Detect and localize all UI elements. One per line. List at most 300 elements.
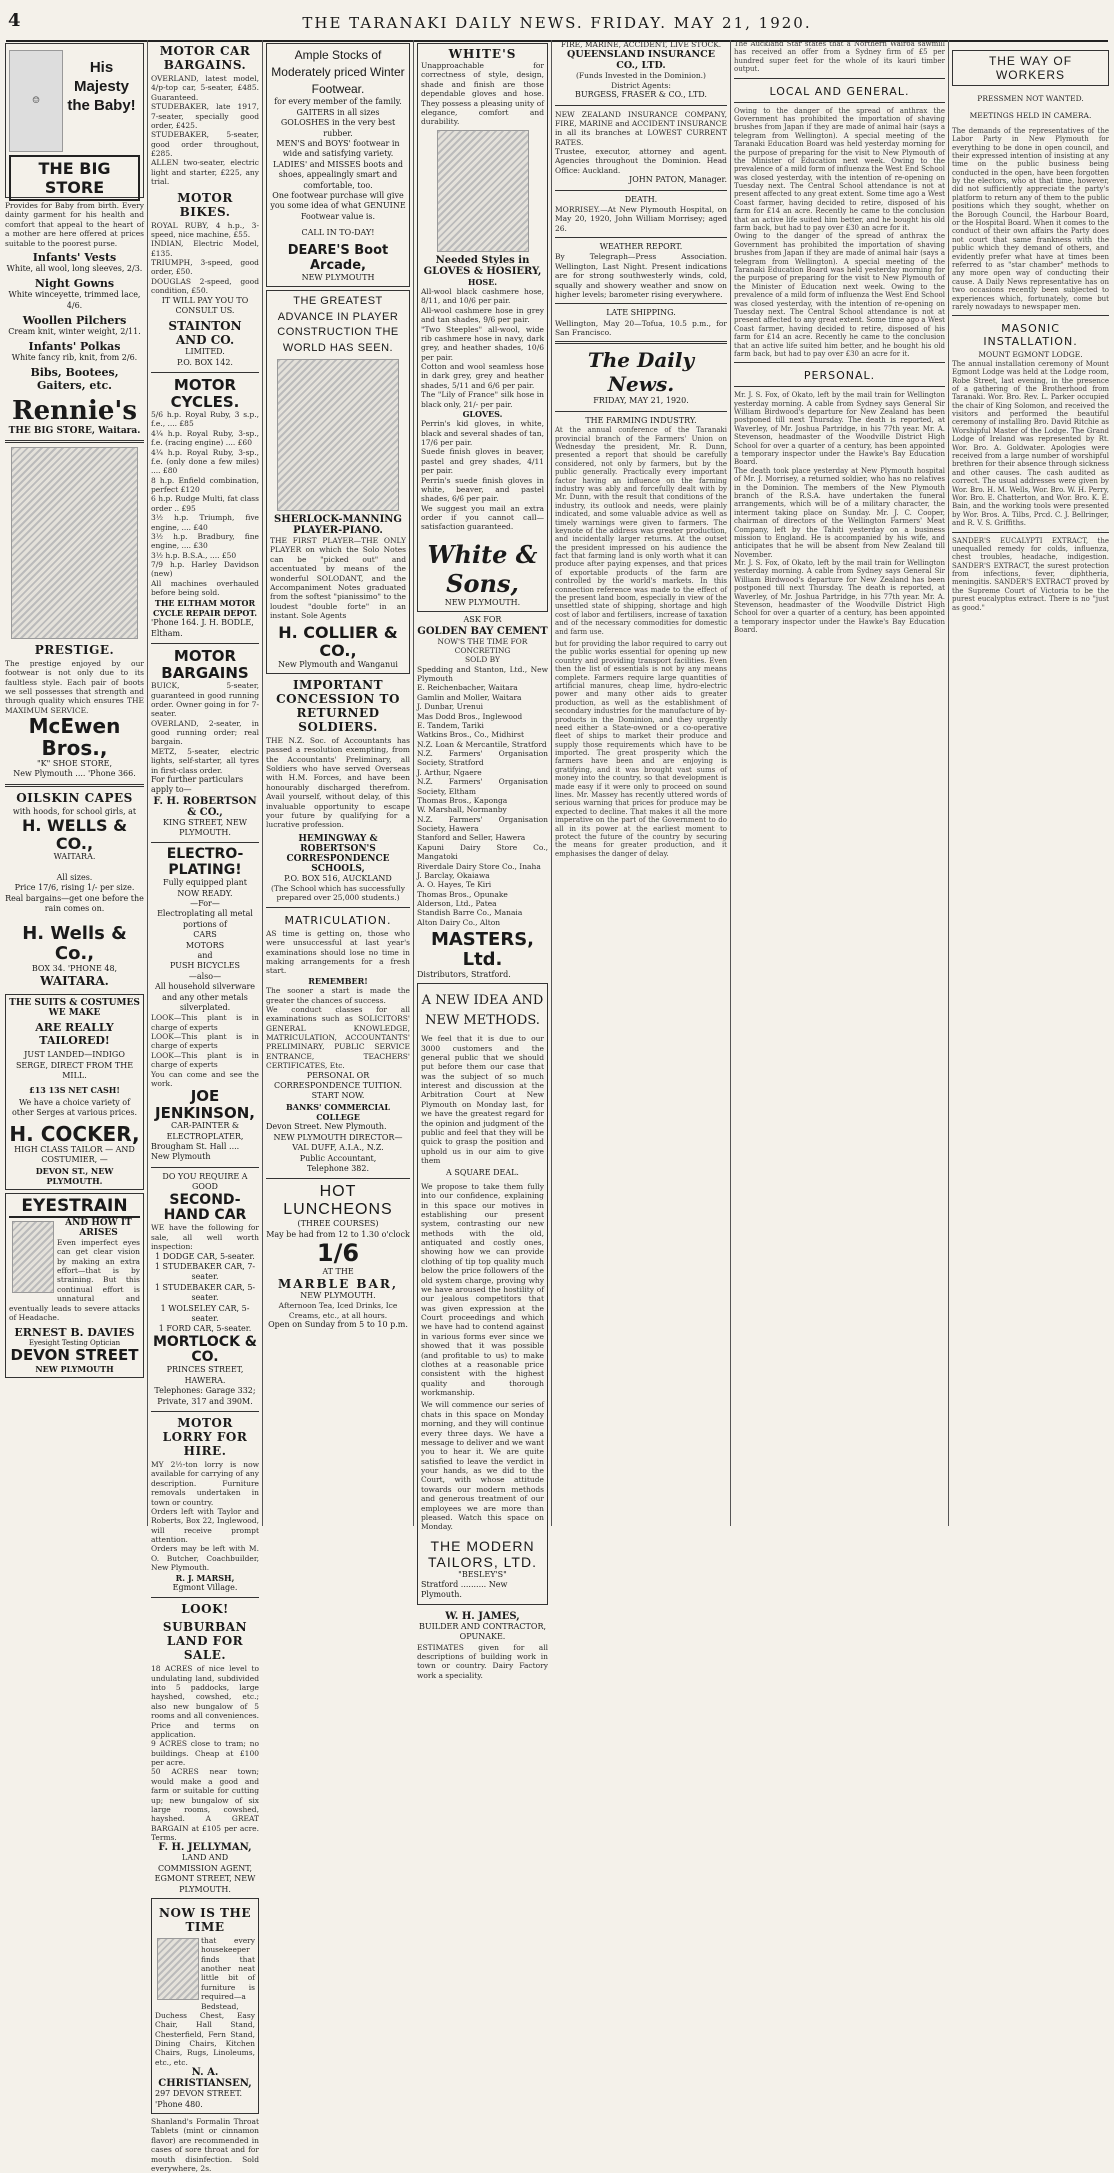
electroplating-list <box>151 878 259 1013</box>
cement-agent: J. Dunbar, Urenui <box>417 702 484 712</box>
now-copy: that every housekeeper finds that another neat little bit of furniture is required—a Bedstead, Duchess Chest, Easy Chair, Hall Stand, Chesterfield, Fern Stand, Dining Chairs, Kitchen Chairs, Rugs, Linoleums, etc., etc. <box>155 1935 255 2067</box>
queensland-insurance: QUEENSLAND INSURANCE CO., LTD. <box>567 49 715 72</box>
masonic-copy: The annual installation ceremony of Mount Egmont Lodge was held at the Lodge room, Robe Street, last evening, in the presence of a gathering of the Brotherhood from Taranaki. Wor. Bro. Rev. L. Parker occupied the chair of King Solomon, and received the visitors and performed the beautiful ceremony of installing Bro. David Ritchie as Worshipful Master of the Lodge. The Grand Lodge of Ireland was represented by Rt. Wor. Bro. A. Goldwater. Apologies were received from a large number of worshipful brethren for their absence through sickness and other causes. The cash audited as correct. The usual addresses were given by Wor. Bro. H. M. Wells, Wor. Bro. W. H. Perry, Wor. Bro. E. Chatterton, and Wor. Bro. K. E. Bain, and the working tools were presented by Wor. Bros. A. Tilbs, Prcd. C. J. Bellringer, and R. V. S. Griffiths. <box>952 359 1109 528</box>
christiansen-address: 297 DEVON STREET. 'Phone 480. <box>155 2089 243 2109</box>
concession-copy: THE N.Z. Soc. of Accountants has passed a resolution exempting, from the Accountants' Preliminary, all Soldiers who have served Overseas with H.M. Forces, and have been honourably discharged therefrom. Avail yourself, without delay, of this invaluable opportunity to escape your future by qualifying for a lucrative profession. <box>266 735 410 830</box>
hemingway-note: (The School which has successfully prepared over 25,000 students.) <box>270 884 406 903</box>
electroplating-line: CARS <box>193 930 217 940</box>
rennies-sub: THE BIG STORE, Waitara. <box>8 425 141 436</box>
purchase-line: One footwear purchase will give you some idea of what GENUINE Footwear value is. <box>270 190 406 221</box>
it-will-pay: IT WILL PAY YOU TO CONSULT US. <box>161 295 249 315</box>
duff-name: VAL DUFF, A.I.A., N.Z. <box>292 1143 384 1153</box>
sanders-copy: SANDER'S EUCALYPTI EXTRACT, the unequalled remedy for colds, influenza, chest troubles, headache, indigestion. SANDER'S EXTRACT, the surest protection from infections, fever, diphtheria, meningitis. SANDER'S EXTRACT proved by the Supreme Court of Victoria to be the purest eucalyptus extract. There is no "just as good." <box>952 536 1109 612</box>
look-line: LOOK—This plant is in charge of experts <box>151 1013 259 1032</box>
whites-copy: Unapproachable for correctness of style, design, shade and finish are those dependable gloves and hose. They possess a pleasing unity of elegance, comfort and durability. <box>421 61 544 127</box>
hose-list <box>421 287 544 409</box>
big-store-logo: THE BIG STORE <box>9 155 140 201</box>
whites-heading: WHITE'S <box>448 47 517 61</box>
cement-agent: Mas Dodd Bros., Inglewood <box>417 711 523 721</box>
his-majesty-heading: His Majesty the Baby! <box>67 59 136 114</box>
oilskin-heading: OILSKIN CAPES <box>16 790 133 805</box>
land-listing: 18 ACRES of nice level to undulating land, subdivided into 5 paddocks, large hayshed, cowshed, etc.; also new bungalow of 5 rooms and all conveniences. Price and terms on application. <box>151 1664 259 1739</box>
deare-logo: DEARE'S Boot Arcade, <box>287 243 389 273</box>
secondhand-car: 1 STUDEBAKER CAR, 7-seater. <box>154 1261 256 1282</box>
sunday-hours: Open on Sunday from 5 to 10 p.m. <box>268 1320 408 1330</box>
cement-agent: N.Z. Farmers' Organisation Society, Eltham <box>417 777 548 796</box>
masters-distributors: Distributors, Stratford. <box>417 969 511 979</box>
masonic-heading: MASONIC INSTALLATION. <box>983 322 1078 349</box>
new-plymouth-line: NEW PLYMOUTH <box>35 1363 114 1374</box>
secondhand-car: 1 WOLSELEY CAR, 5-seater. <box>160 1303 250 1323</box>
divider <box>151 372 259 373</box>
white-sons-advert <box>417 43 548 612</box>
jellyman-name: F. H. JELLYMAN, <box>158 1842 252 1854</box>
banks-college: BANKS' COMMERCIAL COLLEGE <box>286 1101 390 1123</box>
cement-agent: Standish Barre Co., Manaia <box>417 908 523 918</box>
hose-listing: All-wool cashmere hose in grey and tan shades, 9/6 per pair. <box>421 305 544 325</box>
farming-heading: THE FARMING INDUSTRY. <box>585 415 697 425</box>
sherlock-heading: SHERLOCK-MANNING PLAYER-PIANO. <box>274 514 402 537</box>
look-line: LOOK—This plant is in charge of experts <box>151 1050 259 1070</box>
concession-heading: IMPORTANT CONCESSION TO RETURNED SOLDIERS. <box>276 677 400 734</box>
page-number: 4 <box>8 10 21 31</box>
lorry-copy: MY 2½-ton lorry is now available for carrying of any description. Furniture removals undertaken in town or country. <box>151 1460 259 1507</box>
new-idea-copy: We feel that it is due to our 3000 customers and the general public that we should put before them our case that was the subject of so much interest and discussion at the Arbitration Court at New Plymouth on Monday last, for we have the greatest regard for the opinion and judgment of the public and feel that they will be quick to grasp the position and uphold us in our aim to give them <box>421 1034 544 1166</box>
electroplating-line: MOTORS <box>185 940 225 950</box>
column-7 <box>949 40 1112 1526</box>
hemingway-address: P.O. BOX 516, AUCKLAND <box>284 873 392 883</box>
lorry-orders-2: Orders may be left with M. O. Butcher, Coachbuilder, New Plymouth. <box>151 1544 259 1573</box>
burgess-fraser: BURGESS, FRASER & CO., LTD. <box>575 90 707 100</box>
personal-tuition: PERSONAL OR CORRESPONDENCE TUITION. <box>273 1070 403 1090</box>
shipping-heading: LATE SHIPPING. <box>606 308 676 318</box>
cement-agent: W. Marshall, Normanby <box>417 805 507 815</box>
jenkinson-logo: JOE JENKINSON, <box>155 1087 255 1122</box>
daily-news-masthead: The Daily News. <box>587 348 695 397</box>
oilskin-copy: with hoods, for school girls, at <box>12 806 137 816</box>
way-of-workers-box <box>952 50 1109 86</box>
mortlock-telephones: Telephones: Garage 332; Private, 317 and 390M. <box>154 1386 256 1406</box>
cocker-address: DEVON ST., NEW PLYMOUTH. <box>35 1165 114 1186</box>
hemingway-heading: HEMINGWAY & ROBERTSON'S CORRESPONDENCE SCHOOLS, <box>286 833 390 874</box>
personal-heading: PERSONAL. <box>803 369 876 383</box>
np-director: NEW PLYMOUTH DIRECTOR— <box>273 1132 403 1142</box>
matriculation-copy: AS time is getting on, those who were unsuccessful at last year's examinations should lose no time in making arrangements for a fresh start. <box>266 928 410 976</box>
death-heading: DEATH. <box>624 194 658 204</box>
piano-illustration <box>277 359 399 511</box>
call-in-today: CALL IN TO-DAY! <box>301 228 375 238</box>
nz-insurance: NEW ZEALAND INSURANCE COMPANY, FIRE, MARINE and ACCIDENT INSURANCE in all its branches at LOWEST CURRENT RATES. <box>555 109 727 147</box>
stainton-logo: STAINTON AND CO. <box>168 319 242 348</box>
ask-for: ASK FOR <box>463 615 502 625</box>
collier-address: New Plymouth and Wanganui <box>278 659 398 669</box>
cocker-advert <box>5 994 144 1190</box>
cement-agent: E. Reichenbacher, Waitara <box>417 683 518 693</box>
marsh-address: Egmont Village. <box>172 1582 238 1592</box>
cement-agent: Watkins Bros., Co., Midhirst <box>417 730 524 740</box>
for-every: for every member of the family. <box>274 97 402 107</box>
prestige-heading: PRESTIGE. <box>34 642 115 657</box>
suburban-heading: SUBURBAN LAND FOR SALE. <box>162 1620 248 1663</box>
jellyman-sub: LAND AND COMMISSION AGENT, <box>157 1853 252 1873</box>
duff-telephone: Telephone 382. <box>306 1164 370 1174</box>
goloshes-line: GOLOSHES in the very best rubber. <box>280 118 396 138</box>
look-list <box>151 1013 259 1088</box>
divider <box>734 386 945 387</box>
waitara-line: WAITARA. <box>53 852 96 862</box>
cycle-listing: 3½ h.p. Triumph, five engine, .... £40 <box>151 513 259 532</box>
served-hours: May be had from 12 to 1.30 o'clock <box>266 1229 410 1239</box>
choice-line: We have a choice variety of other Serges at various prices. <box>11 1097 137 1118</box>
hose-listing: All-wool black cashmere hose, 8/11, and 10/6 per pair. <box>421 287 544 306</box>
estimates-copy: ESTIMATES given for all descriptions of building work in town or country. Dairy Factory work a speciality. <box>417 1642 548 1680</box>
boot-illustration <box>11 447 138 639</box>
prestige-copy: The prestige enjoyed by our footwear is not only due to its faultless style. Each pair of boots we sell possesses that strength and through quality which ensures THE MAXIMUM SERVICE. <box>5 658 144 715</box>
divider <box>734 78 945 79</box>
deare-advert <box>266 43 410 287</box>
shanland-copy: Shanland's Formalin Throat Tablets (mint or cinnamon flavor) are recommended in cases of sore throat and for mouth disinfection. Sold everywhere, 2s. <box>151 2117 259 2173</box>
divider <box>555 303 727 304</box>
sold-by: SOLD BY <box>465 655 500 665</box>
secondhand-car: 1 DODGE CAR, 5-seater. <box>155 1251 255 1261</box>
greatest-heading: THE GREATEST ADVANCE IN PLAYER CONSTRUCTION THE WORLD HAS SEEN. <box>277 295 399 354</box>
eltham-depot: THE ELTHAM MOTOR CYCLE REPAIR DEPOT. <box>152 597 258 618</box>
look-line: LOOK—This plant is in charge of experts <box>151 1032 259 1051</box>
davies-name: ERNEST B. DAVIES <box>14 1326 135 1340</box>
column-4 <box>414 40 551 1680</box>
waitara-line-2: WAITARA. <box>40 974 109 989</box>
christiansen-advert <box>151 1898 259 2114</box>
eye-illustration <box>12 1221 54 1293</box>
besley-line: "BESLEY'S" <box>458 1569 507 1579</box>
concreting-line: NOW'S THE TIME FOR CONCRETING <box>437 636 528 655</box>
remember-copy: The sooner a start is made the greater the chances of success. <box>266 986 410 1005</box>
bike-listing: TRIUMPH, 3-speed, good order, £50. <box>151 258 259 277</box>
modern-tailors-advert <box>417 983 548 1605</box>
infant-item-desc: White winceyette, trimmed lace, 4/6. <box>8 290 141 310</box>
personal-copy-extra: Mr. J. S. Fox, of Okato, left by the mail train for Wellington yesterday morning. A cable from Sydney says General Sir William Birdwood's departure for New Zealand has been postponed till next Thursday. The death is reported, at Waverley, of Mr. Joshua Partridge, in his 77th year. Mr. A. Stevenson, headmaster of the Woodville District High School for over a quarter of a century, has been appointed a temporary inspector under the Hawke's Bay Education Board. <box>734 559 945 635</box>
divider <box>266 1178 410 1179</box>
divider <box>952 532 1109 533</box>
eyestrain-copy: Even imperfect eyes can get clear vision by making an extra effort—that is by straining. But this continual effort is unnatural and eventually leads to severe attacks of Headache. <box>9 1237 140 1322</box>
divider <box>555 105 727 106</box>
golden-bay-heading: GOLDEN BAY CEMENT <box>417 625 548 637</box>
cycle-listing: 5/6 h.p. Royal Ruby, 3 s.p., f.e., .... £85 <box>151 410 259 429</box>
mcewen-address: New Plymouth .... 'Phone 366. <box>13 769 136 779</box>
mortlock-logo: MORTLOCK & CO. <box>152 1333 258 1366</box>
divider <box>555 411 727 412</box>
luncheon-price: 1/6 <box>316 1239 360 1268</box>
robertson-address: KING STREET, NEW PLYMOUTH. <box>163 817 247 838</box>
infant-items <box>5 251 144 364</box>
cement-agent: J. Arthur, Ngaere <box>417 767 482 777</box>
infant-item-name: Infants' Polkas <box>28 340 121 354</box>
cement-agent: A. O. Hayes, Te Kiri <box>417 880 492 890</box>
collier-advert <box>266 290 410 674</box>
big-store-copy: Provides for Baby from birth. Every dainty garment for his health and comfort that appeal to the heart of a mother are here offered at prices suitable to the poorest purse. <box>5 201 144 248</box>
column-3 <box>263 40 413 1526</box>
suggest-copy: We suggest you mail an extra order if you cannot call—satisfaction guaranteed. <box>421 503 544 532</box>
secondhand-car: 1 FORD CAR, 5-seater. <box>158 1324 252 1334</box>
divider <box>555 237 727 238</box>
infant-item-desc: White fancy rib, knit, from 2/6. <box>11 353 138 363</box>
price-line: Price 17/6, rising 1/- per size. <box>14 883 135 893</box>
infant-item-desc: White, all wool, long sleeves, 2/3. <box>6 263 143 273</box>
column-5 <box>552 40 730 1526</box>
electroplating-line: Electroplating all metal portions of <box>157 909 253 929</box>
cycle-listing: 7/9 h.p. Harley Davidson (new) <box>151 560 259 579</box>
motor-lorry-heading: MOTOR LORRY FOR HIRE. <box>162 1416 248 1459</box>
cement-agent: Alderson, Ltd., Patea <box>417 899 497 909</box>
stainton-box: P.O. BOX 142. <box>177 357 233 367</box>
big-store-advert <box>5 43 144 198</box>
cement-agent: Stanford and Seller, Hawera <box>417 833 526 843</box>
divider <box>266 907 410 908</box>
continue-copy: We will commence our series of chats in this space on Monday morning, and they will continue every three days. We have a message to deliver and we want you to hear it. We are quite satisfied to leave the verdict in your hands, as we did to the Court, with whose attitude towards our modern methods and generous treatment of our employees we are more than pleased. Watch this space on Monday. <box>421 1400 544 1532</box>
hose-listing: Cotton and wool seamless hose in dark grey, grey and heather shades, 5/11 and 6/6 per pair. <box>421 362 544 390</box>
infant-item-name: Infants' Vests <box>32 250 117 264</box>
secondhand-list <box>151 1252 259 1335</box>
now-is-the-time: NOW IS THE TIME <box>159 1905 251 1934</box>
robertson-logo: F. H. ROBERTSON & CO., <box>153 795 257 818</box>
at-the: AT THE <box>322 1266 354 1276</box>
cement-agent: N.Z. Farmers' Organisation Society, Stratford <box>417 749 548 768</box>
infant-item-desc: Cream knit, winter weight, 2/11. <box>8 327 141 337</box>
farming-copy-cont: but for providing the labor required to carry out the public works essential for opening up new country and providing transport facilities. Even then the list of essentials is not by any means complete. Farmers require large quantities of artificial manures, cheap lime, hydro-electric power and many other aids to greater production, as well as the establishment of secondary industries for the manufacture of by-products in the Dominion, and they urgently need either a State-owned or a co-operative fleet of ships to market their produce and supply those requirements which have to be imported. The great prosperity which the farmers have been and are enjoying is gratifying, and it was brought vast sums of money into the country, so that development is made easy if it were only to proceed on sound lines. Mr. Massey has recently uttered words of serious warning that prices for produce may be expected to decline. That makes it all the more imperative on the part of the Government to do all in its power at the earliest moment to protect the future of the country by securing the means for greater production, and it emphasises the danger of delay. <box>555 640 727 858</box>
trustee-copy: Trustee, executor, attorney and agent. Agencies throughout the Dominion. Head Office: Auckland. <box>555 147 727 175</box>
wells-box: BOX 34. 'PHONE 48, <box>31 963 118 973</box>
james-name: W. H. JAMES, <box>445 1610 520 1622</box>
column-2 <box>148 40 262 2173</box>
just-landed: JUST LANDED—INDIGO SERGE, DIRECT FROM THE MILL. <box>15 1050 134 1081</box>
electroplating-line: —also— <box>188 971 222 981</box>
cycle-list <box>151 410 259 579</box>
funds-invested: (Funds Invested in the Dominion.) <box>576 71 706 81</box>
james-address: OPUNAKE. <box>459 1632 506 1642</box>
matriculation-heading: MATRICULATION. <box>284 913 392 927</box>
secondhand-car: 1 STUDEBAKER CAR, 5-seater. <box>154 1282 256 1303</box>
pressmen-heading: PRESSMEN NOT WANTED. <box>977 94 1084 103</box>
real-bargains: Real bargains—get one before the rain comes on. <box>5 893 144 913</box>
divider <box>151 1597 259 1598</box>
auckland-star-copy: The Auckland Star states that a Northern Wairoa sawmill has received an offer from a Sydney firm of £5 per hundred super feet for the whole of its kauri timber output. <box>734 40 945 74</box>
cycle-listing: 4¼ h.p. Royal Ruby, 3-sp., f.e. (racing engine) .... £60 <box>151 428 259 448</box>
marsh-name: R. J. MARSH, <box>175 1572 235 1583</box>
net-cash: £13 13S NET CASH! <box>29 1084 120 1095</box>
egmont-lodge: MOUNT EGMONT LODGE. <box>978 350 1083 360</box>
personal-copy-more: The death took place yesterday at New Plymouth hospital of Mr. J. Morrisey, a returned soldier, who has no relatives in the Dominion. The members of the New Plymouth branch of the R.S.A. have undertaken the funeral arrangements, which will be of a military character, the interment taking place on Sunday. Mr. J. C. Cooper, chairman of directors of the Wellington Farmers' Meat Company, left by the Tahiti yesterday on a business mission to England. He is accompanied by his wife, and anticipates that he will be absent from New Zealand till November. <box>734 466 945 559</box>
cement-agent: Alton Dairy Co., Alton <box>417 917 501 927</box>
afternoon-tea: Afternoon Tea, Iced Drinks, Ice Creams, etc., at all hours. <box>278 1301 398 1320</box>
tailored-heading: ARE REALLY TAILORED! <box>35 1021 114 1048</box>
jenkinson-address: Brougham St. Hall .... New Plymouth <box>151 1142 240 1162</box>
death-copy: MORRISEY.—At New Plymouth Hospital, on May 20, 1920, John William Morrisey; aged 26. <box>555 204 727 233</box>
local-general-copy: Owing to the danger of the spread of anthrax the Government has prohibited the importation of shaving brushes from Japan if they are made of animal hair (says a telegram from Wellington). A special meeting of the Taranaki Education Board was held yesterday morning for the purpose of preparing for the visit to New Plymouth of the Minister of Education next week. Owing to the prevalence of a mild form of influenza the West End School was closed yesterday, with the intention of re-opening on Tuesday next. The Central School attendance is not at present affected to any great extent. Some time ago a West Coast farmer, having decided to retire, disposed of his farm for £14 an acre. Recently he came to the conclusion that an active life suited him better, and he bought his old farm back, but had to pay over £30 an acre for it. <box>734 106 945 233</box>
cycle-listing: 4¼ h.p. Royal Ruby, 3-sp., f.e. (only done a few miles) .... £80 <box>151 447 259 476</box>
cement-agent: Gamlin and Moller, Waitara <box>417 692 522 702</box>
farming-copy: At the annual conference of the Taranaki provincial branch of the Farmers' Union on Wednesday the president, Mr. R. Dunn, presented a report that should be carefully considered, not only by farmers, but by the public generally. Practically every important factor having an influence on the farming industry was ably and forcefully dealt with by Mr. Dunn, with the result that conditions of the industry, its outlook and needs, were plainly indicated, and some valuable advice as well as timely warnings were given to farmers. The keynote of the address was greater production, and incidentally larger returns. At the outset the president impressed on his audience the fact that farming land is only worth what it can produce after paying expenses, and that prices of exportable products of the farm are controlled by the world's markets. In this connection reference was made to the effect of the present land boom, especially in view of the unsettled state of shipping, shortage and high cost of labor and fertilisers, increase of taxation and of the necessary commodities for domestic and farm use. <box>555 426 727 636</box>
electroplating-line: PUSH BICYCLES <box>169 961 241 971</box>
car-listing: STUDEBAKER, late 1917, 7-seater, specially good order, £425. <box>151 102 259 130</box>
secondhand-intro: WE have the following for sale, all well worth inspection: <box>151 1223 259 1252</box>
newspaper-title: THE TARANAKI DAILY NEWS. FRIDAY. MAY 21, 1920. <box>302 14 812 32</box>
hose-listing: The "Lily of France" silk hose in black only, 21/- per pair. <box>421 390 544 409</box>
christiansen-name: N. A. CHRISTIANSEN, <box>158 2067 252 2090</box>
cement-agent: Thomas Bros., Opunake <box>417 889 508 899</box>
paton-manager: JOHN PATON, Manager. <box>629 175 727 185</box>
glove-listing: Perrin's suede finish gloves in white, beaver, and pastel shades, 6/6 per pair. <box>421 475 544 504</box>
divider <box>151 1411 259 1412</box>
cement-agent: Kapuni Dairy Store Co., Mangatoki <box>417 842 548 862</box>
wells-logo-2: H. Wells & Co., <box>22 923 127 965</box>
divider <box>5 440 144 443</box>
car-list <box>151 74 259 187</box>
coaching-copy: We conduct classes for all examinations such as SOLICITORS' GENERAL KNOWLEDGE, MATRICULATION, ACCOUNTANTS' PRELIMINARY, PUBLIC SERVICE ENTRANCE, TEACHERS' CERTIFICATES, Etc. <box>266 1004 410 1071</box>
cocker-logo: H. COCKER, <box>9 1121 140 1146</box>
bargain-listing: OVERLAND, 2-seater, in good running order; real bargain. <box>151 718 259 747</box>
bike-listing: INDIAN, Electric Model, £135. <box>151 239 259 258</box>
do-you-require: DO YOU REQUIRE A GOOD <box>162 1171 248 1192</box>
needed-styles: Needed Styles in GLOVES & HOSIERY, <box>423 254 542 277</box>
square-deal-copy: We propose to take them fully into our confidence, explaining in this space our motives in establishing our present system, contrasting our new methods with the old, antiquated and costly ones, showing how we can provide clothing of tip top quality much below the price followers of the old system charge, proving why we have aroused the hostility of our jealous competitors that was given expression at the Court proceedings and which we have had to contend against in various forms ever since we showed that it was possible (and profitable to us) to make clothes at a reasonable price consistent with the highest quality and thorough workmanship. <box>421 1181 544 1398</box>
cycle-listing: 6 h.p. Rudge Multi, fat class order .. £95 <box>151 494 259 513</box>
bodle-line: 'Phone 164. J. H. BODLE, Eltham. <box>151 618 254 638</box>
remember-heading: REMEMBER! <box>308 975 368 986</box>
divider <box>734 102 945 103</box>
electroplating-line: —For— <box>190 899 220 908</box>
modern-tailors-logo: THE MODERN TAILORS, LTD. <box>428 1537 537 1570</box>
devon-street: DEVON STREET <box>10 1346 139 1365</box>
james-sub: BUILDER AND CONTRACTOR, <box>418 1621 547 1631</box>
motor-car-bargains-heading: MOTOR CAR BARGAINS. <box>159 44 251 72</box>
jenkinson-sub: CAR-PAINTER & ELECTROPLATER, <box>166 1121 244 1141</box>
and-how-heading: AND HOW IT ARISES <box>65 1217 132 1238</box>
cement-agent: N.Z. Farmers' Organisation Society, Hawera <box>417 814 548 834</box>
cement-agent: J. Barclay, Okaiawa <box>417 870 490 880</box>
way-of-workers-heading: THE WAY OF WORKERS <box>988 54 1073 82</box>
land-list <box>151 1664 259 1842</box>
electroplating-heading: ELECTRO-PLATING! <box>166 846 244 878</box>
bike-list <box>151 221 259 296</box>
cycle-listing: 3½ h.p. Bradbury, fine engine, .... £30 <box>151 531 259 551</box>
motor-bargains-heading: MOTOR BARGAINS <box>161 647 249 682</box>
sherlock-copy: THE FIRST PLAYER—THE ONLY PLAYER on which the Solo Notes can be "picked out" and accentuated by means of the wonderful SOLODANT, and the Accompaniment Notes graduated from the softest "pianissimo" to the loudest "double forte" in an instant. Sole Agents <box>270 536 406 621</box>
start-now: START NOW. <box>311 1091 365 1101</box>
three-courses: (THREE COURSES) <box>297 1219 379 1229</box>
mortlock-address: PRINCES STREET, HAWERA. <box>166 1365 244 1385</box>
cocker-sub: HIGH CLASS TAILOR — AND COSTUMIER, — <box>14 1144 135 1165</box>
bike-listing: DOUGLAS 2-speed, good condition, £50. <box>151 276 259 296</box>
cement-agent: Thomas Bros., Kaponga <box>417 795 508 805</box>
suits-heading: THE SUITS & COSTUMES WE MAKE <box>9 998 140 1019</box>
hose-listing: "Two Steeples" all-wool, wide rib cashmere hose in navy, dark grey, and heather shades, 10/6 per pair. <box>421 324 544 362</box>
secondhand-heading: SECOND-HAND CAR <box>163 1191 247 1224</box>
stainton-ltd: LIMITED. <box>185 347 225 357</box>
electroplating-line: Fully equipped plant <box>163 878 247 888</box>
column-1 <box>2 40 147 1526</box>
divider <box>151 643 259 644</box>
mens-line: MEN'S and BOYS' footwear in wide and satisfying variety. <box>276 138 400 159</box>
wells-logo: H. WELLS & CO., <box>21 816 128 853</box>
workers-copy: The demands of the representatives of the Labor Party in New Plymouth for everything to be done in open council, and their expressed intention of insisting at any time on the public business being conducted in the open, have been forgotten by the electors, who at that time, however, did not sufficiently appreciate the party's platform to return any of them to the public positions which they sought, whether on the Borough Council, the Harbour Board, or the Hospital Board. When it comes to the conduct of their own affairs the Party does not court that same frankness with the public which they demand of others, and evidently prefer what have at times been referred to as "star chamber" methods to any more open way of conducting their cause. A Daily News representative has on two occasions recently been subjected to experiences which, fortunately, come but rarely nowadays to newspaper men. <box>952 126 1109 311</box>
all-sizes: All sizes. <box>56 872 93 882</box>
fire-marine-line: FIRE, MARINE, ACCIDENT, LIVE STOCK. <box>560 40 722 49</box>
cement-agent: Spedding and Stanton, Ltd., New Plymouth <box>417 664 548 684</box>
divider <box>151 842 259 843</box>
infant-item-name: Night Gowns <box>34 277 115 291</box>
local-general-heading: LOCAL AND GENERAL. <box>769 84 910 98</box>
masters-logo: MASTERS, Ltd. <box>430 929 535 970</box>
marble-bar: MARBLE BAR, <box>277 1276 399 1291</box>
bargain-listing: METZ, 5-seater, electric lights, self-starter, all tyres in first-class order. <box>151 746 259 775</box>
car-listing: OVERLAND, latest model, 4/p-top car, 5-seater, £485. Guaranteed. <box>151 74 259 102</box>
weather-heading: WEATHER REPORT. <box>599 242 683 252</box>
weather-copy: By Telegraph—Press Association. Wellington, Last Night. Present indications are for strong southwesterly winds, cold, squally and showery weather and snow on higher levels; barometer rising everywhere. <box>555 252 727 299</box>
bibs-line: Bibs, Bootees, Gaiters, etc. <box>30 365 119 392</box>
hose-heading: HOSE. <box>467 276 498 287</box>
divider <box>151 1167 259 1168</box>
divider <box>5 784 144 787</box>
cement-agents-list <box>417 665 548 928</box>
glove-listing: Perrin's kid gloves, in white, black and several shades of tan, 17/6 per pair. <box>421 419 544 448</box>
lorry-orders: Orders left with Taylor and Roberts, Box 22, Inglewood, will receive prompt attention. <box>151 1506 259 1545</box>
cement-agent: N.Z. Loan & Mercantile, Stratford <box>417 739 547 749</box>
editorial-date: FRIDAY, MAY 21, 1920. <box>593 396 689 406</box>
personal-copy: Mr. J. S. Fox, of Okato, left by the mail train for Wellington yesterday morning. A cable from Sydney says General Sir William Birdwood's departure for New Zealand has been postponed till next Thursday. The death is reported, at Waverley, of Mr. Joshua Partridge, in his 77th year. Mr. A. Stevenson, headmaster of the Woodville District High School for over a quarter of a century, has been appointed a temporary inspector under the Hawke's Bay Education Board. <box>734 391 945 467</box>
electroplating-line: and <box>197 950 213 960</box>
machines-note: All machines overhauled before being sold. <box>151 578 259 598</box>
deare-address: NEW PLYMOUTH <box>301 273 375 283</box>
motor-cycles-heading: MOTOR CYCLES. <box>170 376 240 411</box>
divider <box>555 190 727 191</box>
ladies-line: LADIES' and MISSES boots and shoes, appealingly smart and comfortable, too. <box>272 159 403 190</box>
public-accountant: Public Accountant, <box>299 1153 377 1163</box>
column-6 <box>731 40 948 1526</box>
cement-agent: Riverdale Dairy Store Co., Inaha <box>417 861 541 871</box>
infant-item-name: Woollen Pilchers <box>22 314 127 328</box>
mcewen-sub: "K" SHOE STORE, <box>36 759 113 769</box>
rennies-logo: Rennie's <box>12 395 137 426</box>
hot-luncheons: HOT LUNCHEONS <box>283 1183 393 1219</box>
shipping-copy: Wellington, May 20—Tofua, 10.5 p.m., for San Francisco. <box>555 318 727 338</box>
lady-illustration <box>437 130 529 252</box>
land-listing: 9 ACRES close to tram; no buildings. Cheap at £100 per acre. <box>151 1739 259 1768</box>
divider <box>734 362 945 363</box>
further-particulars: For further particulars apply to— <box>151 774 244 795</box>
collier-logo: H. COLLIER & CO., <box>278 623 398 660</box>
mcewen-logo: McEwen Bros., <box>28 714 121 761</box>
square-deal-heading: A SQUARE DEAL. <box>446 1168 519 1178</box>
look-line: You can come and see the work. <box>151 1069 259 1088</box>
car-listing: STUDEBAKER, 5-seater, good order throughout, £285. <box>151 130 259 158</box>
bike-listing: ROYAL RUBY, 4 h.p., 3-speed, nice machine, £55. <box>151 220 259 239</box>
gaiters-line: GAITERS in all sizes <box>296 107 380 117</box>
divider <box>555 341 727 344</box>
cycle-listing: 3½ h.p. B.S.A., .... £50 <box>151 550 237 560</box>
ample-heading: Ample Stocks of Moderately priced Winter Footwear. <box>271 48 405 96</box>
motor-bikes-heading: MOTOR BIKES. <box>177 190 233 219</box>
furniture-illustration <box>157 1938 199 2000</box>
divider <box>952 315 1109 316</box>
gloves-heading: GLOVES. <box>462 408 503 419</box>
white-sons-address: NEW PLYMOUTH. <box>444 597 521 607</box>
glove-list <box>421 419 544 503</box>
meetings-heading: MEETINGS HELD IN CAMERA. <box>969 111 1092 121</box>
look-heading: LOOK! <box>181 1602 229 1617</box>
cycle-listing: 8 h.p. Enfield combination, perfect £120 <box>151 475 259 495</box>
electroplating-line: All household silverware and any other metals silverplated. <box>154 982 256 1012</box>
eyestrain-heading: EYESTRAIN <box>9 1197 140 1218</box>
